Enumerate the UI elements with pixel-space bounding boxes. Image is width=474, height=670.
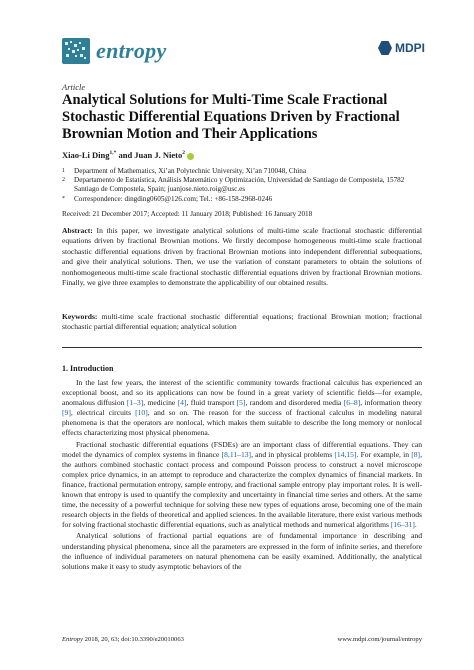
citation-link[interactable]: [16–31] [390,520,415,530]
abstract [62,226,422,288]
footer-journal: Entropy [62,636,83,643]
author-2: and Juan J. Nieto [116,150,183,160]
citation-link[interactable]: [4] [177,398,187,408]
orcid-icon[interactable] [187,153,194,160]
publisher-logo [378,41,425,55]
body-text [62,378,422,573]
citation-link[interactable]: [14,15] [334,449,357,459]
affiliation-mark: * [62,195,65,202]
affiliation-text: Department of Mathematics, Xi’an Polytechnic University, Xi’an 710048, China [74,167,307,175]
keywords-label: Keywords: [62,312,98,321]
article-type: Article [62,82,86,92]
citation-link[interactable]: [8,11–13] [221,449,252,459]
affiliation-text: Departamento de Estatística, Análisis Matemático y Optimización, Universidad de Santiago de Compostela, 15782 Santiago de Compostela, Spain; juanjose.nieto.roig@usc.es [74,176,405,194]
footer-citation [62,636,184,643]
affiliation-mark: 1 [62,168,65,174]
abstract-text: In this paper, we investigate analytical solutions of multi-time scale fractional stochastic differential equations driven by fractional Brownian motions. We firstly decompose homogeneous multi-time scale fractional stochastic differential equations driven by fractional Brownian motions into independent differential subequations, and give their analytical solutions. Then, we use the variation of constant parameters to obtain the solutions of nonhomogeneous multi-time scale fractional stochastic differential equations driven by fractional Brownian motions. Finally, we give three examples to demonstrate the applicability of our obtained results. [62,226,423,288]
publication-dates: Received: 21 December 2017; Accepted: 11 January 2018; Published: 16 January 2018 [62,210,313,218]
section-divider [62,347,422,348]
affiliation-item [62,176,422,194]
publisher-name: MDPI [395,41,425,55]
citation-link[interactable]: [5] [236,398,246,408]
citation-link[interactable]: [1–3] [126,398,144,408]
affiliations [62,167,422,204]
citation-link[interactable]: [10] [135,408,148,418]
paragraph: Analytical solutions of fractional partial equations are of fundamental importance in describing and understanding physical phenomena, since all the parameters are expressed in the form of infinite series, and therefore the influence of individual parameters on natural phenomena can be easily examined. Additionally, the analytical solutions make it easy to study asymptotic behaviors of the [62,531,422,571]
affiliation-item [62,167,422,176]
author-1-affil: 1,* [109,150,117,157]
journal-name: entropy [96,38,167,63]
author-list [62,150,194,160]
section-heading: 1. Introduction [62,364,114,373]
footer-citation-text: 2018, 20, 63; doi:10.3390/e20010063 [83,636,184,643]
abstract-label: Abstract: [62,226,93,235]
keywords [62,312,422,333]
author-1: Xiao-Li Ding [62,150,110,160]
keywords-text: multi-time scale fractional stochastic differential equations; fractional Brownian motion; fractional stochastic partial differential equation; analytical solution [62,312,422,332]
correspondence-text: Correspondence: dingding0605@126.com; Tel.: +86-158-2968-0246 [74,194,273,203]
paper-title: Analytical Solutions for Multi-Time Scale Fractional Stochastic Differential Equations Driven by Fractional Brownian Motion and Their Applications [62,92,400,142]
journal-logo-icon [62,38,90,64]
paragraph: Fractional stochastic differential equations (FSDEs) are an important class of differential equations. They can model the dynamics of complex systems in finance [8,11–13], and in physical problems [14,15]. For example, in [8], the authors combined stochastic contact process and compound Poisson process to construct a novel microscope complex price dynamics, in an attempt to reproduce and characterize the complex dynamics of financial markets. In finance, fractional permutation entropy, sample entropy, and fractional sample entropy play important roles. It is well-known that entropy is used to quantify the complexity and uncertainty in financial time series and others. At the same time, the necessity of a powerful technique for solving these new types of equations arose, becoming one of the main research objects in the fields of theoretical and applied sciences. In the available literature, there exist various methods for solving fractional stochastic differential equations, such as analytical methods and numerical algorithms [16–31]. [62,439,422,530]
citation-link[interactable]: [6–8] [343,398,361,408]
correspondence-item [62,195,422,204]
mdpi-hexagon-icon [378,41,392,55]
citation-link[interactable]: [9] [62,408,71,418]
footer-url[interactable]: www.mdpi.com/journal/entropy [337,636,422,643]
paragraph: In the last few years, the interest of the scientific community towards fractional calculus has experienced an exceptional boost, and so its applications can now be found in a great variety of scientific fields—for example, anomalous diffusion [1–3], medicine [4], fluid transport [5], random and disordered media [6–8], information theory [9], electrical circuits [10], and so on. The reason for the success of fractional calculus in modeling natural phenomena is that the operators are nonlocal, which makes them suitable to describe the long memory or nonlocal effects characterizing most physical phenomena. [62,378,422,438]
author-2-affil: 2 [182,150,185,157]
affiliation-mark: 2 [62,177,65,184]
citation-link[interactable]: [8] [411,449,421,459]
